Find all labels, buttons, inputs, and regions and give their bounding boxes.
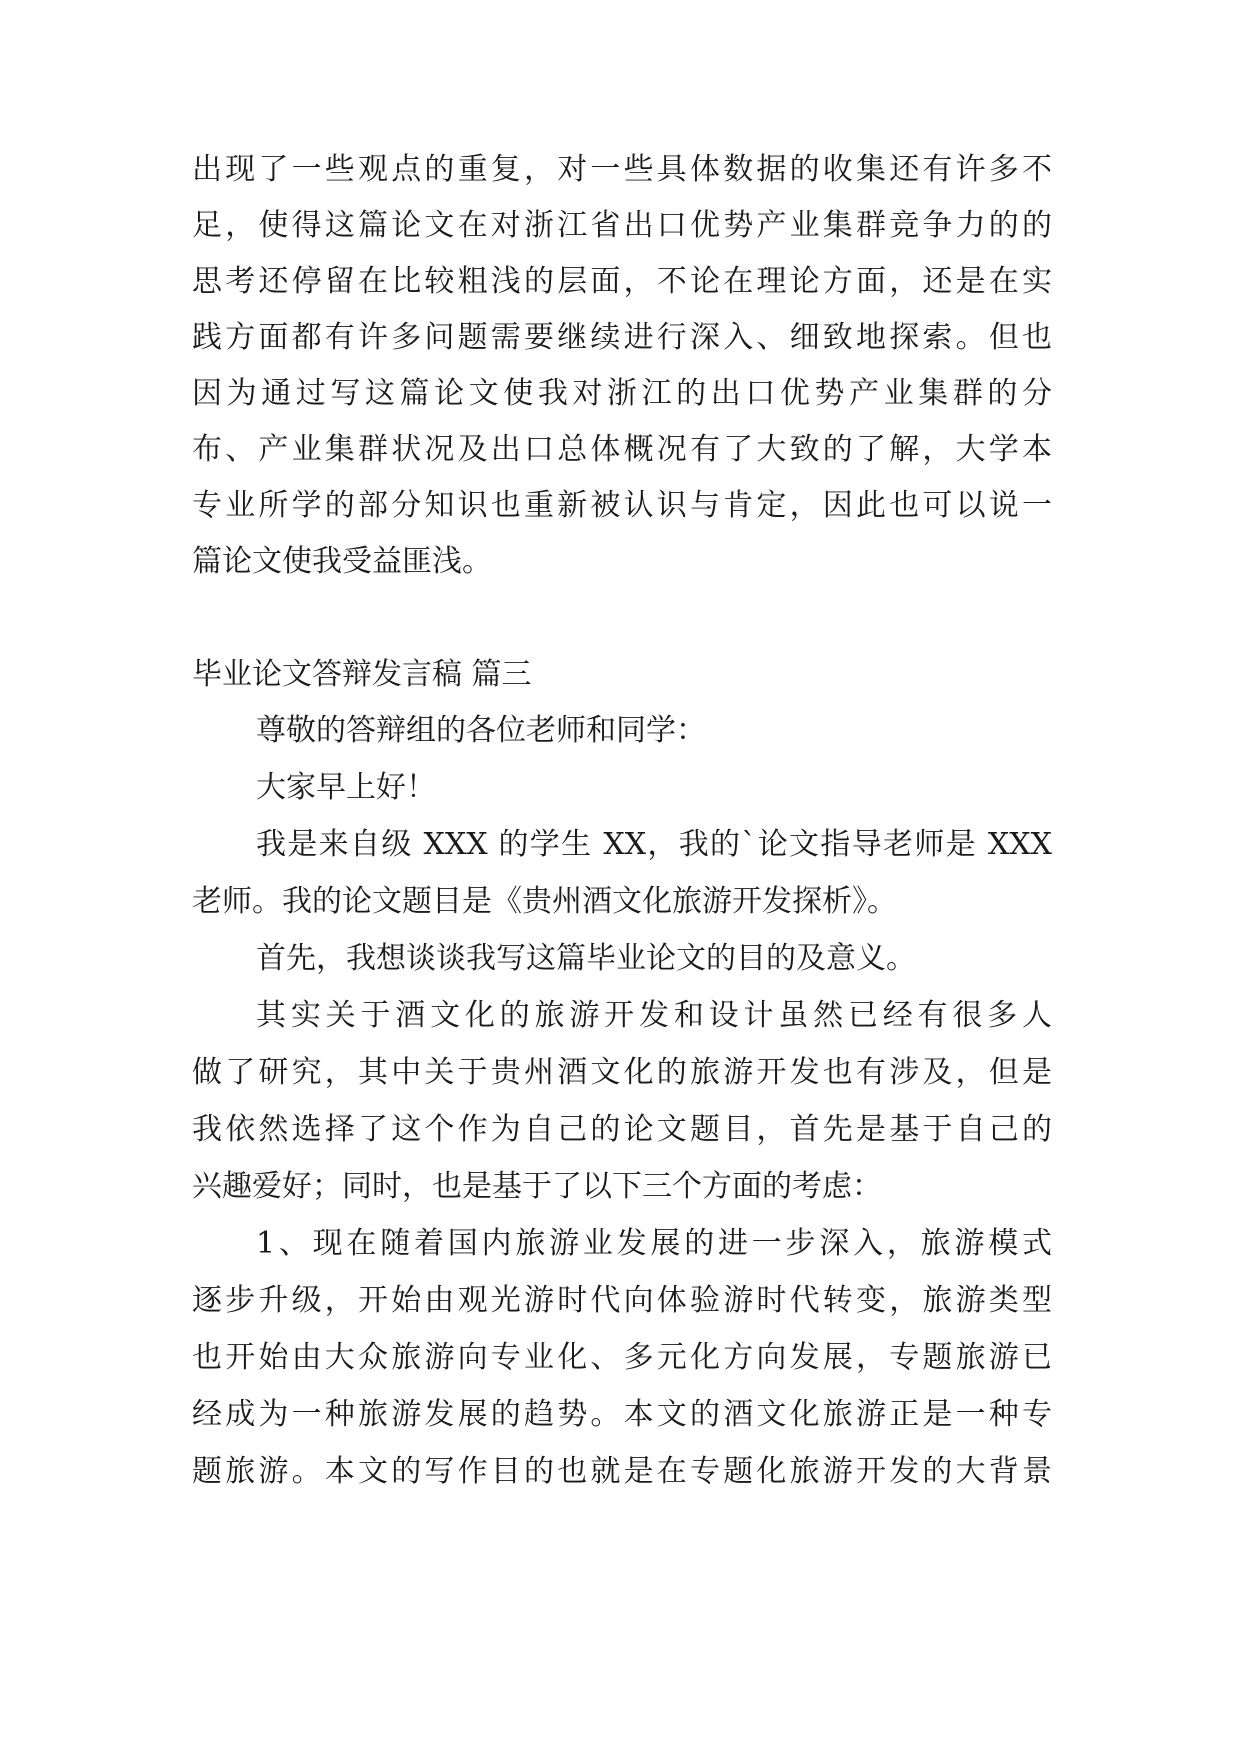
paragraph-line: 也开始由大众旅游向专业化、多元化方向发展，专题旅游已 bbox=[192, 1340, 1052, 1375]
paragraph-line: 老师。我的论文题目是《贵州酒文化旅游开发探析》。 bbox=[192, 884, 897, 919]
greeting-line: 尊敬的答辩组的各位老师和同学： bbox=[256, 713, 706, 748]
paragraph-line: 1、现在随着国内旅游业发展的进一步深入，旅游模式 bbox=[256, 1226, 1052, 1261]
section-title: 毕业论文答辩发言稿 篇三 bbox=[192, 657, 532, 692]
paragraph-line: 篇论文使我受益匪浅。 bbox=[192, 544, 492, 579]
paragraph-line: 其实关于酒文化的旅游开发和设计虽然已经有很多人 bbox=[256, 998, 1052, 1033]
paragraph-line: 我是来自级 XXX 的学生 XX，我的`论文指导老师是 XXX bbox=[256, 827, 1052, 862]
paragraph-line: 经成为一种旅游发展的趋势。本文的酒文化旅游正是一种专 bbox=[192, 1397, 1052, 1432]
paragraph-line: 做了研究，其中关于贵州酒文化的旅游开发也有涉及，但是 bbox=[192, 1055, 1052, 1090]
paragraph-line: 我依然选择了这个作为自己的论文题目，首先是基于自己的 bbox=[192, 1112, 1052, 1147]
greeting-line: 大家早上好！ bbox=[256, 770, 436, 805]
paragraph-line: 逐步升级，开始由观光游时代向体验游时代转变，旅游类型 bbox=[192, 1283, 1052, 1318]
paragraph-line: 题旅游。本文的写作目的也就是在专题化旅游开发的大背景 bbox=[192, 1454, 1052, 1489]
paragraph-line: 足，使得这篇论文在对浙江省出口优势产业集群竞争力的的 bbox=[192, 208, 1052, 243]
paragraph-line: 专业所学的部分知识也重新被认识与肯定，因此也可以说一 bbox=[192, 488, 1052, 523]
paragraph-line: 思考还停留在比较粗浅的层面，不论在理论方面，还是在实 bbox=[192, 264, 1052, 299]
paragraph-line: 布、产业集群状况及出口总体概况有了大致的了解，大学本 bbox=[192, 432, 1052, 467]
paragraph-line: 因为通过写这篇论文使我对浙江的出口优势产业集群的分 bbox=[192, 376, 1052, 411]
paragraph-line: 首先，我想谈谈我写这篇毕业论文的目的及意义。 bbox=[256, 941, 916, 976]
paragraph-line: 出现了一些观点的重复，对一些具体数据的收集还有许多不 bbox=[192, 152, 1052, 187]
paragraph-line: 践方面都有许多问题需要继续进行深入、细致地探索。但也 bbox=[192, 320, 1052, 355]
paragraph-line: 兴趣爱好；同时，也是基于了以下三个方面的考虑： bbox=[192, 1169, 882, 1204]
